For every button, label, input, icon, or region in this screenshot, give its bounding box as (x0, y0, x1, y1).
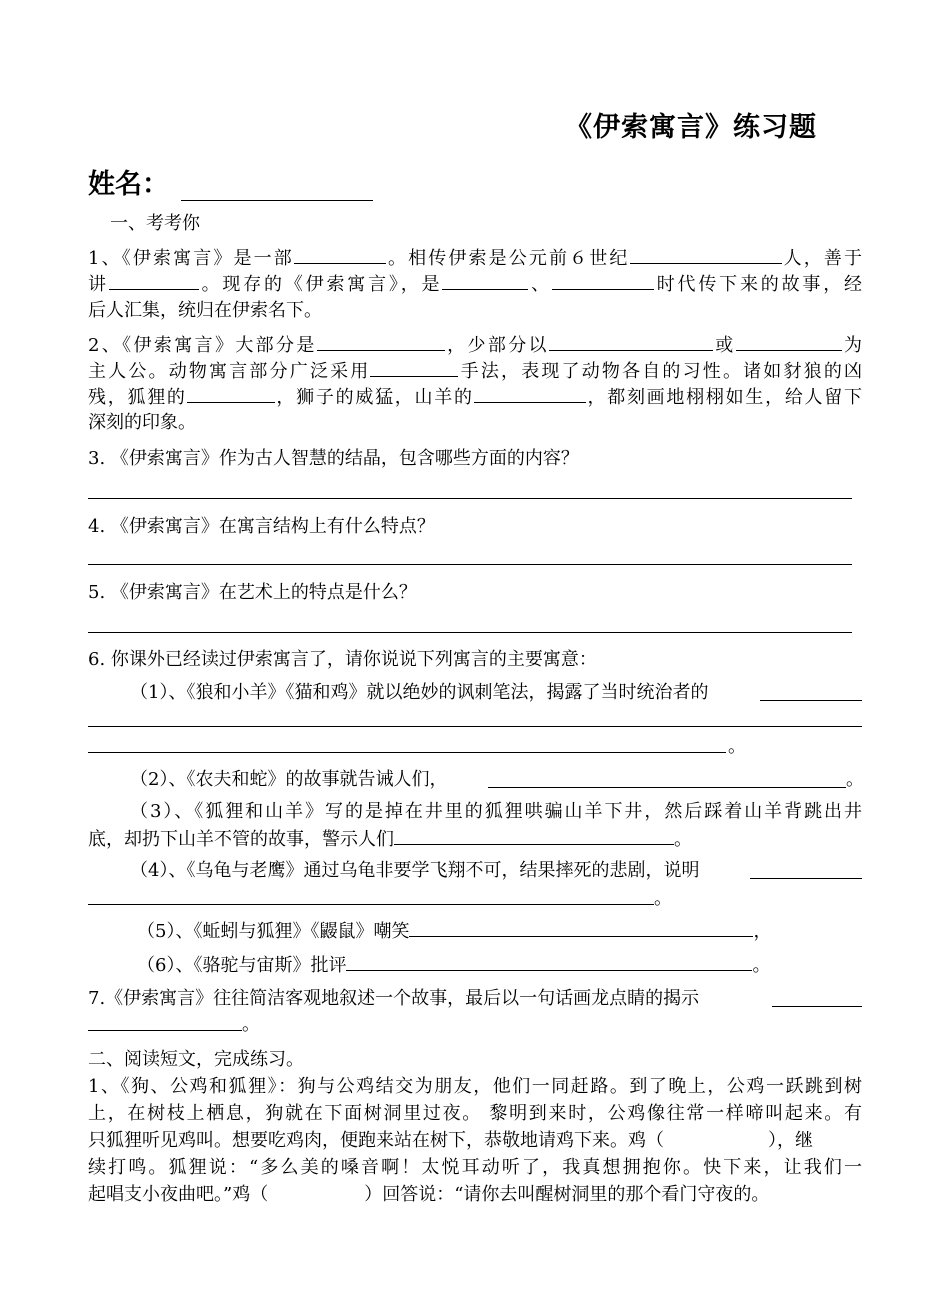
q1-blank-2[interactable] (630, 245, 782, 264)
q6-item-1: （1）、《狼和小羊》《猫和鸡》就以绝妙的讽刺笔法，揭露了当时统治者的 (130, 682, 709, 703)
answer-line-q4[interactable] (88, 564, 852, 565)
q6-item-3-line-1: （3）、《狐狸和山羊》写的是掉在井里的狐狸哄骗山羊下井，然后踩着山羊背跳出井 (130, 801, 862, 822)
section-1-heading: 一、考考你 (110, 213, 200, 234)
q6-4-blank-b[interactable] (88, 904, 654, 905)
q2-blank-1[interactable] (317, 332, 445, 351)
q2-text-e: 主人公。动物寓言部分广泛采用 (88, 361, 371, 382)
q6-5-comma: ， (753, 921, 772, 942)
q1-blank-1[interactable] (294, 245, 386, 264)
question-3: 3. 《伊索寓言》作为古人智慧的结晶，包含哪些方面的内容？ (88, 448, 579, 469)
question-1-line-3: 后人汇集，统归在伊索名下。 (88, 300, 322, 321)
q2-blank-4[interactable] (370, 358, 458, 377)
q6-1-period: 。 (728, 736, 746, 757)
name-blank[interactable] (181, 178, 373, 201)
q2-blank-5[interactable] (187, 384, 275, 403)
passage-line-5 (88, 1182, 769, 1208)
question-2-line-3 (88, 384, 862, 411)
q1-text-f: 、 (528, 274, 552, 295)
passage-line-5-text: 起唱支小夜曲吧。”鸡（ (88, 1184, 269, 1205)
q6-3-text: 底，却扔下山羊不管的故事，警示人们 (88, 829, 394, 850)
q2-text-b: ，少部分以 (444, 335, 549, 356)
question-1-line-2 (88, 271, 862, 298)
q7-blank-a[interactable] (772, 1006, 862, 1007)
q2-text-d: 为 (841, 335, 862, 356)
q1-blank-5[interactable] (552, 271, 654, 290)
name-label: 姓名： (88, 169, 169, 200)
q2-text-f: 手法，表现了动物各自的习性。诸如豺狼的凶 (458, 361, 863, 382)
q2-text-a: 2、《伊索寓言》大部分是 (88, 335, 317, 356)
q1-text-e: 。现存的《伊索寓言》，是 (198, 274, 443, 295)
q6-3-period: 。 (674, 829, 692, 850)
question-6: 6. 你课外已经读过伊索寓言了，请你说说下列寓言的主要寓意： (88, 649, 597, 670)
question-1-line-1 (88, 245, 862, 272)
q1-blank-3[interactable] (109, 271, 199, 290)
q6-5-text: （5）、《蚯蚓与狐狸》《鼹鼠》嘲笑 (137, 921, 410, 942)
question-5: 5. 《伊索寓言》在艺术上的特点是什么？ (88, 582, 417, 603)
q2-text-h: ，狮子的威猛，山羊的 (274, 387, 474, 408)
q2-blank-6[interactable] (474, 384, 586, 403)
section-2-heading: 二、阅读短文，完成练习。 (88, 1049, 304, 1070)
name-field-row (88, 162, 373, 201)
q6-item-4: （4）、《乌龟与老鹰》通过乌龟非要学飞翔不可，结果摔死的悲剧，说明 (130, 860, 700, 881)
q1-text-a: 1、《伊索寓言》是一部 (88, 248, 294, 269)
q6-1-blank-b[interactable] (88, 726, 862, 727)
q6-6-blank[interactable] (346, 952, 752, 971)
question-7: 7.《伊索寓言》往往简洁客观地叙述一个故事，最后以一句话画龙点睛的揭示 (88, 988, 700, 1009)
q1-text-b: 。相传伊索是公元前６世纪 (385, 248, 630, 269)
question-2-line-4: 深刻的印象。 (88, 412, 196, 433)
q6-item-6 (137, 952, 770, 979)
q6-5-blank[interactable] (409, 918, 753, 937)
q6-3-blank[interactable] (394, 826, 674, 845)
q2-text-i: ，都刻画地栩栩如生，给人留下 (585, 387, 863, 408)
passage-line-2: 上，在树枝上栖息，狗就在下面树洞里过夜。 黎明到来时，公鸡像往常一样啼叫起来。有 (88, 1103, 862, 1124)
q6-1-blank-c[interactable] (88, 752, 726, 753)
page-title: 《伊索寓言》练习题 (565, 112, 817, 143)
question-2-line-1 (88, 332, 862, 359)
q2-text-g: 残，狐狸的 (88, 387, 187, 408)
passage-line-3 (88, 1128, 813, 1154)
q6-1-blank-a[interactable] (760, 700, 862, 701)
answer-line-q3[interactable] (88, 498, 852, 499)
passage-line-3-end: ），继 (768, 1130, 813, 1151)
q6-4-period: 。 (654, 888, 672, 909)
q2-blank-3[interactable] (736, 332, 842, 351)
q6-2-period: 。 (846, 769, 864, 790)
passage-line-5-end: ）回答说：“请你去叫醒树洞里的那个看门守夜的。 (364, 1184, 770, 1205)
q1-text-c: 人，善于 (781, 248, 863, 269)
q7-period: 。 (242, 1014, 260, 1035)
q1-text-g: 时代传下来的故事，经 (653, 274, 863, 295)
q6-item-3-line-2 (88, 826, 692, 853)
q2-blank-2[interactable] (549, 332, 713, 351)
q6-6-period: 。 (752, 955, 771, 976)
q2-text-c: 或 (712, 335, 736, 356)
q1-blank-4[interactable] (442, 271, 528, 290)
q6-item-2: （2）、《农夫和蛇》的故事就告诫人们， (130, 769, 448, 790)
question-4: 4. 《伊索寓言》在寓言结构上有什么特点？ (88, 516, 435, 537)
question-2-line-2 (88, 358, 862, 385)
q6-2-blank[interactable] (488, 787, 846, 788)
q6-4-blank-a[interactable] (750, 878, 862, 879)
passage-line-4: 续打鸣。狐狸说：“多么美的嗓音啊！太悦耳动听了，我真想拥抱你。快下来，让我们一 (88, 1157, 862, 1178)
q1-text-d: 讲 (88, 274, 109, 295)
answer-line-q5[interactable] (88, 632, 852, 633)
q6-item-5 (137, 918, 771, 945)
passage-line-1: 1、《狗、公鸡和狐狸》：狗与公鸡结交为朋友，他们一同赶路。到了晚上，公鸡一跃跳到树 (88, 1076, 862, 1097)
q6-6-text: （6）、《骆驼与宙斯》批评 (137, 955, 347, 976)
passage-line-3-text: 只狐狸听见鸡叫。想要吃鸡肉，便跑来站在树下，恭敬地请鸡下来。鸡（ (88, 1130, 664, 1151)
q7-blank-b[interactable] (88, 1030, 242, 1031)
